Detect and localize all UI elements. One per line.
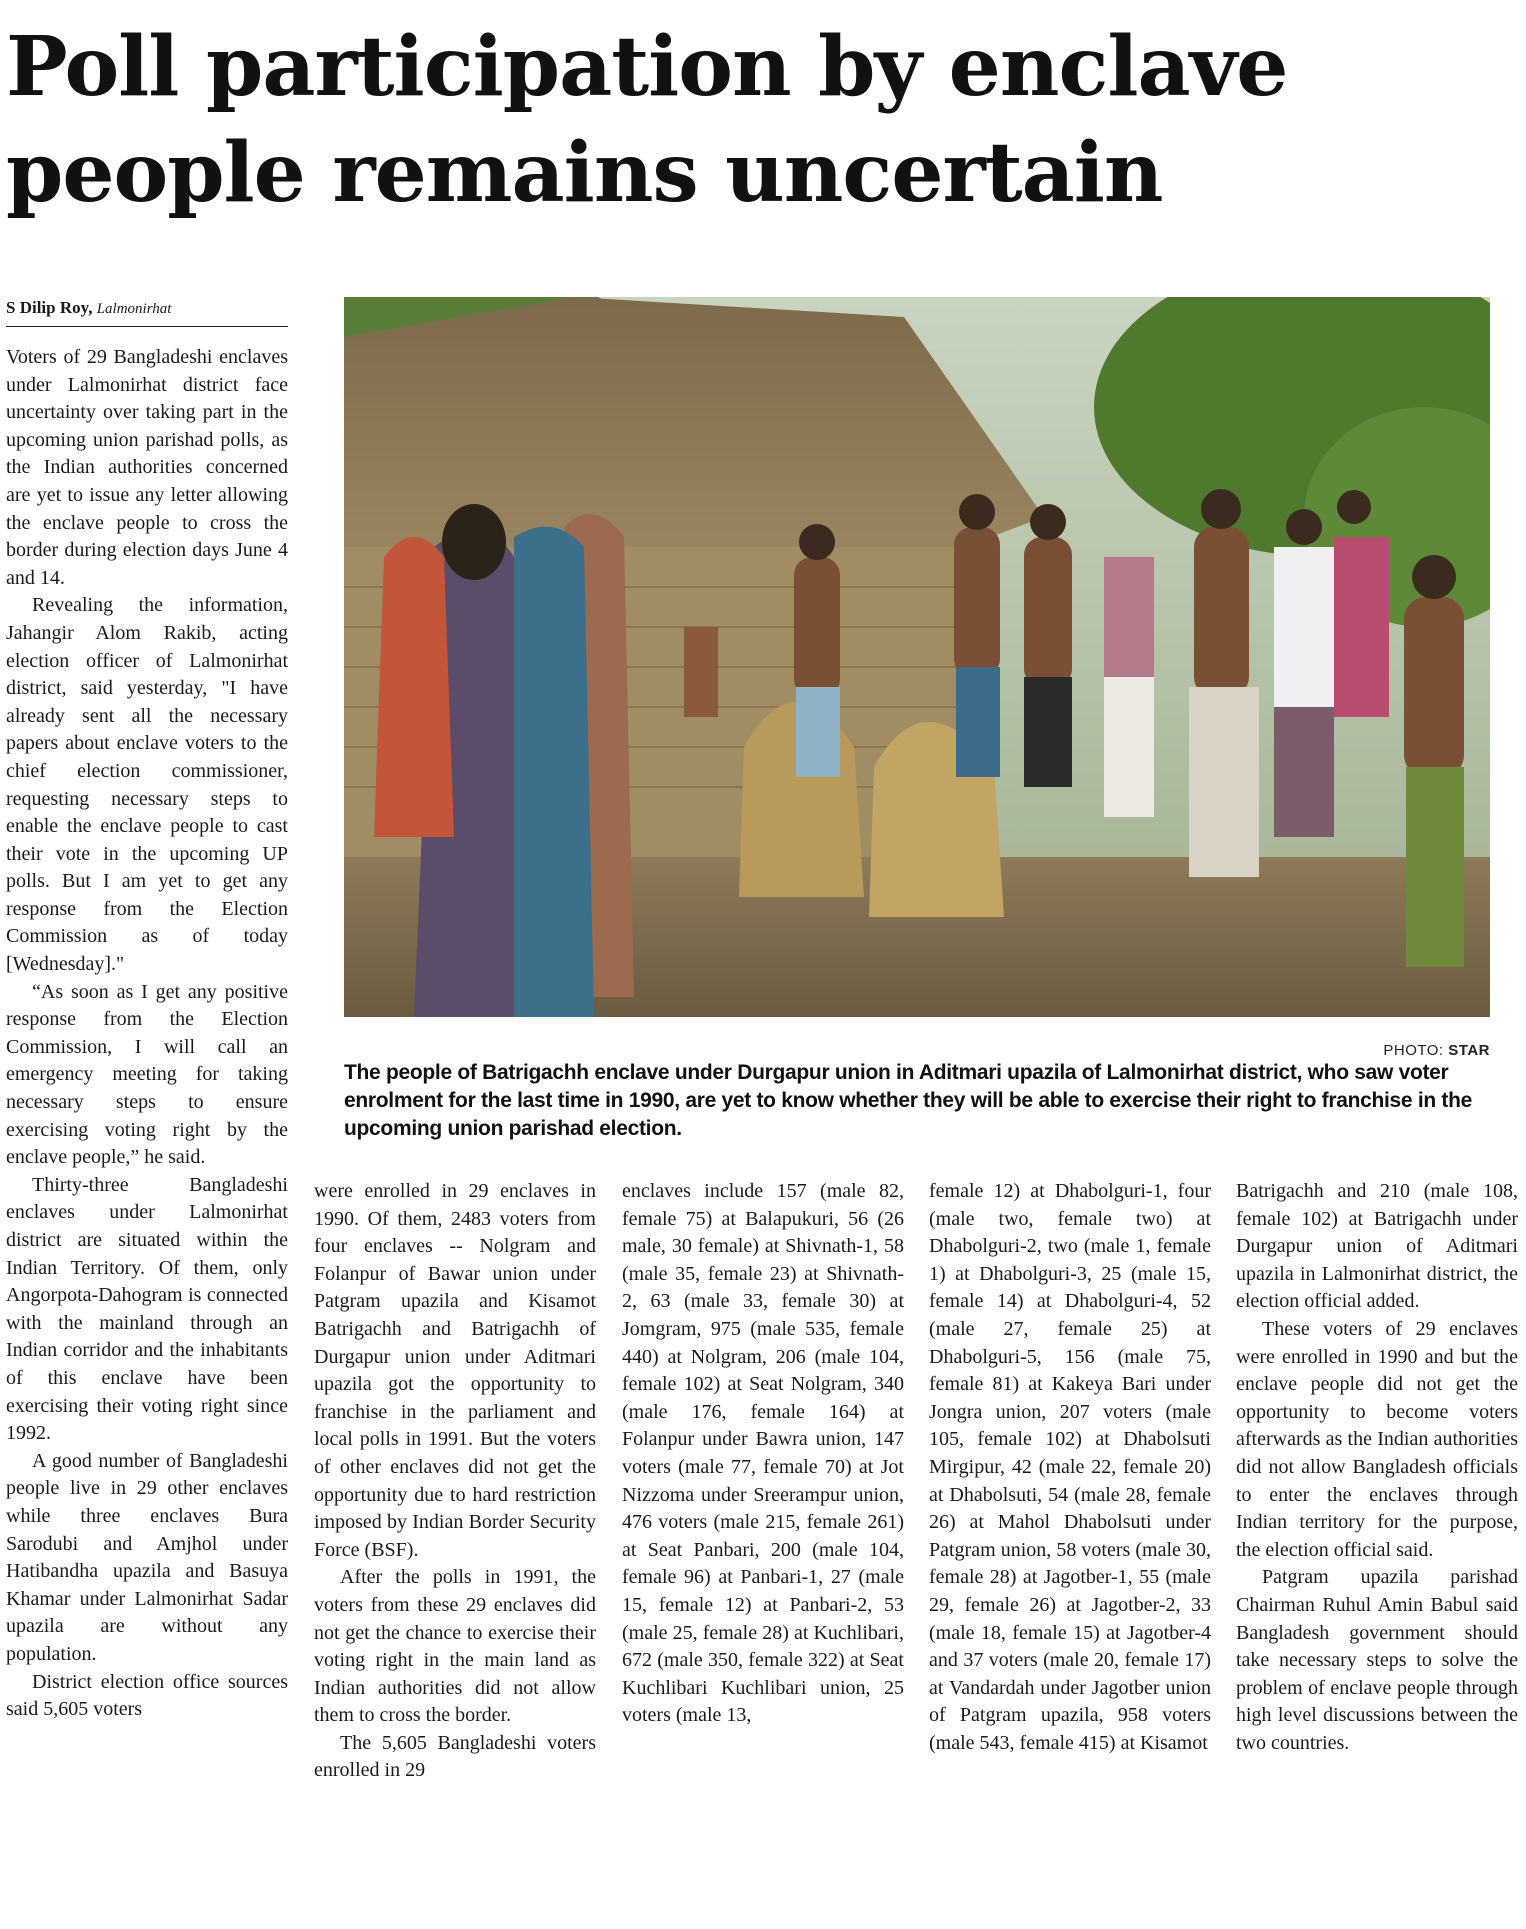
paragraph: Voters of 29 Bangladeshi enclaves under Lalmonirhat district face uncertainty over taking part in the upcoming union parishad polls, as the Indian authorities concerned are yet to issue any letter allowing the enclave people to cross the border during election days June 4 and 14. <box>6 346 288 589</box>
byline-location: Lalmonirhat <box>96 301 172 317</box>
byline-author: S Dilip Roy, <box>6 298 93 317</box>
paragraph: “As soon as I get any positive response from the Election Commission, I will call an emergency meeting for taking necessary steps to ensure exercising voting right by the enclave people,” he said. <box>6 980 288 1169</box>
paragraph: enclaves include 157 (male 82, female 75) at Balapukuri, 56 (26 male, 30 female) at Shivnath-1, 58 (male 35, female 23) at Shivnath-2, 63 (male 33, female 30) at Jomgram, 975 (male 535, female 440) at Nolgram, 206 (male 104, female 102) at Seat Nolgram, 340 (male 176, female 164) at Folanpur under Bawra union, 147 voters (male 77, female 70) at Jot Nizzoma under Sreerampur union, 476 voters (male 215, female 261) at Seat Panbari, 200 (male 104, female 96) at Panbari-1, 27 (male 15, female 12) at Panbari-2, 53 (male 25, female 28) at Kuchlibari, 672 (male 350, female 322) at Seat Kuchlibari Kuchlibari union, 25 voters (male 13, <box>622 1180 904 1727</box>
paragraph: The 5,605 Bangladeshi voters enrolled in 29 <box>314 1731 596 1782</box>
paragraph: District election office sources said 5,605 voters <box>6 1670 288 1721</box>
photo-illustration <box>344 297 1490 1017</box>
article-column-1 <box>6 344 288 1924</box>
paragraph: Patgram upazila parishad Chairman Ruhul Amin Babul said Bangladesh government should take necessary steps to solve the problem of enclave people through high level discussions between the two countries. <box>1236 1566 1518 1754</box>
photo-credit-label: PHOTO: <box>1383 1042 1444 1059</box>
paragraph: were enrolled in 29 enclaves in 1990. Of them, 2483 voters from four enclaves -- Nolgram and Folanpur of Bawar union under Patgram upazila and Kisamot Batrigachh and Batrigachh of Durgapur union under Aditmari upazila got the opportunity to franchise in the parliament and local polls in 1991. But the voters of other enclaves did not get the opportunity due to hard restriction imposed by Indian Border Security Force (BSF). <box>314 1180 596 1561</box>
headline: Poll participation by enclave people remains uncertain <box>6 19 1288 221</box>
article-column-4 <box>929 1178 1211 1928</box>
article-column-5 <box>1236 1178 1518 1928</box>
news-photo <box>344 297 1490 1017</box>
article-column-2 <box>314 1178 596 1928</box>
paragraph: These voters of 29 enclaves were enrolled in 1990 and but the enclave people did not get the opportunity to become voters afterwards as the Indian authorities did not allow Bangladesh officials to enter the enclaves through Indian territory for the purpose, the election official said. <box>1236 1317 1518 1561</box>
paragraph: After the polls in 1991, the voters from these 29 enclaves did not get the chance to exercise their voting right in the main land as Indian authorities did not allow them to cross the border. <box>314 1566 596 1727</box>
article-column-3 <box>622 1178 904 1928</box>
photo-credit <box>1300 1042 1490 1059</box>
paragraph: A good number of Bangladeshi people live in 29 other enclaves while three enclaves Bura Sarodubi and Amjhol under Hatibandha upazila and Basuya Khamar under Lalmonirhat Sadar upazila are without any population. <box>6 1449 288 1665</box>
paragraph: Revealing the information, Jahangir Alom Rakib, acting election officer of Lalmonirhat district, said yesterday, "I have already sent all the necessary papers about enclave voters to the chief election commissioner, requesting necessary steps to enable the enclave people to cast their vote in the upcoming UP polls. But I am yet to get any response from the Election Commission as of today [Wednesday]." <box>6 594 288 976</box>
paragraph: Batrigachh and 210 (male 108, female 102) at Batrigachh under Durgapur union of Aditmari upazila in Lalmonirhat district, the election official added. <box>1236 1180 1518 1313</box>
paragraph: Thirty-three Bangladeshi enclaves under Lalmonirhat district are situated within the Indian Territory. Of them, only Angorpota-Dahogram is connected with the mainland through an Indian corridor and the inhabitants of this enclave have been exercising their voting right since 1992. <box>6 1173 288 1445</box>
photo-caption: The people of Batrigachh enclave under Durgapur union in Aditmari upazila of Lalmonirhat district, who saw voter enrolment for the last time in 1990, are yet to know whether they will be able to exercise their right to franchise in the upcoming union parishad election. <box>344 1061 1473 1140</box>
byline <box>6 298 288 327</box>
photo-credit-source: STAR <box>1448 1042 1490 1059</box>
paragraph: female 12) at Dhabolguri-1, four (male two, female two) at Dhabolguri-2, two (male 1, female 1) at Dhabolguri-3, 25 (male 15, female 14) at Dhabolguri-4, 52 (male 27, female 25) at Dhabolguri-5, 156 (male 75, female 81) at Kakeya Bari under Jongra union, 207 voters (male 105, female 102) at Dhabolsuti Mirgipur, 42 (male 22, female 20) at Dhabolsuti, 54 (male 28, female 26) at Mahol Dhabolsuti under Patgram union, 58 voters (male 30, female 28) at Jagotber-1, 55 (male 29, female 26) at Jagotber-2, 33 (male 18, female 15) at Jagotber-4 and 37 voters (male 20, female 17) at Vandardah under Jagotber union of Patgram upazila, 958 voters (male 543, female 415) at Kisamot <box>929 1180 1211 1754</box>
